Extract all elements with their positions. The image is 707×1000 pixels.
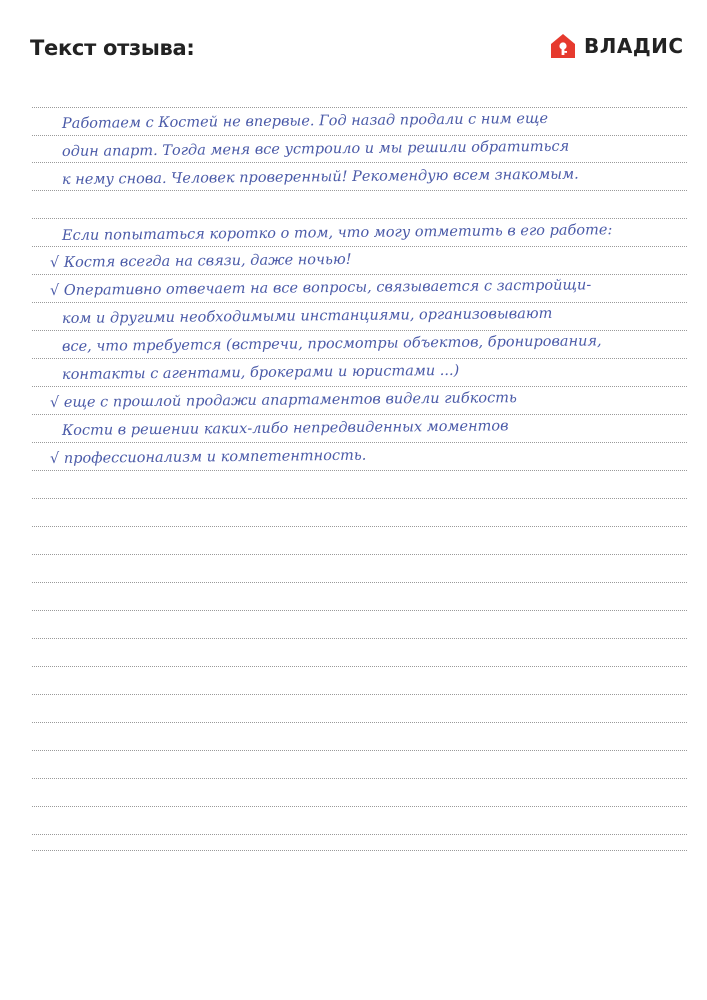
rule-line [32,806,687,807]
rule-line [32,470,687,471]
rule-line [32,218,687,219]
rule-line [32,442,687,443]
rule-line [32,414,687,415]
review-line: √ Костя всегда на связи, даже ночью! [49,251,352,271]
review-line: √ еще с прошлой продажи апартаментов видели гибкость [49,390,517,411]
review-line: Кости в решении каких-либо непредвиденных моментов [61,418,509,439]
rule-line [32,498,687,499]
review-line: один апарт. Тогда меня все устроило и мы решили обратиться [61,138,570,160]
brand-name: ВЛАДИС [584,34,684,58]
rule-line [32,666,687,667]
rule-line [32,330,687,331]
rule-line [32,302,687,303]
review-line: все, что требуется (встречи, просмотры объектов, бронирования, [61,333,602,355]
review-line: √ профессионализм и компетентность. [49,447,367,467]
lined-sheet [32,92,687,862]
rule-line [32,834,687,835]
rule-line [32,274,687,275]
rule-line [32,107,687,108]
rule-line [32,722,687,723]
rule-line [32,526,687,527]
rule-line [32,190,687,191]
review-line: √ Оперативно отвечает на все вопросы, связывается с застройщи- [49,277,592,299]
review-line: Работаем с Костей не впервые. Год назад продали с ним еще [61,110,549,132]
house-key-icon [550,33,576,59]
review-line: к нему снова. Человек проверенный! Рекомендую всем знакомым. [61,166,579,188]
rule-line [32,638,687,639]
rule-line [32,554,687,555]
rule-line [32,850,687,851]
rule-line [32,582,687,583]
rule-line [32,610,687,611]
review-line: контакты с агентами, брокерами и юристами ...) [61,362,460,383]
rule-line [32,386,687,387]
rule-line [32,162,687,163]
rule-line [32,246,687,247]
page-title: Текст отзыва: [30,36,195,60]
rule-line [32,750,687,751]
review-line: ком и другими необходимыми инстанциями, организовывают [61,305,553,327]
rule-line [32,778,687,779]
vladis-logo [550,32,684,60]
rule-line [32,358,687,359]
rule-line [32,135,687,136]
review-line: Если попытаться коротко о том, что могу отметить в его работе: [61,222,613,244]
rule-line [32,694,687,695]
